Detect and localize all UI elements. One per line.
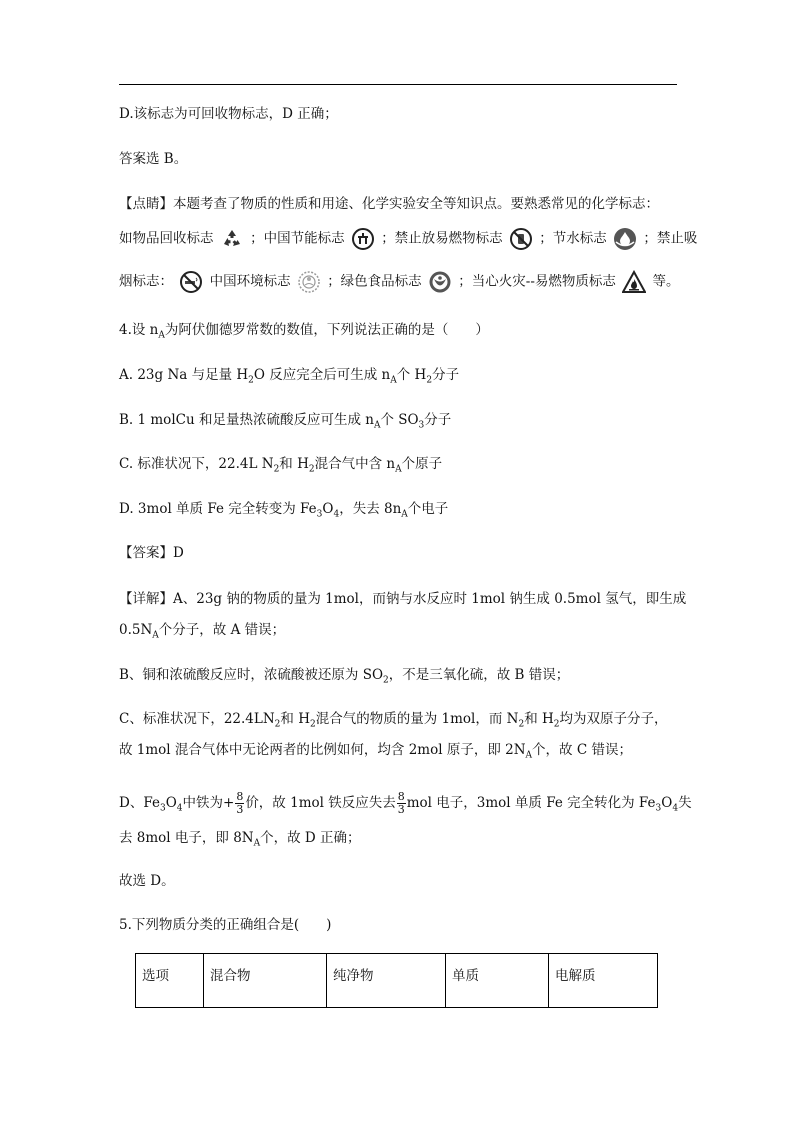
header-rule (119, 84, 677, 85)
water-saving-icon (613, 227, 637, 251)
q4-detail-d-line1: D、$Fe_3O_4$中铁为+ $\frac{8}{3}$ 价，故 1mol 铁反应失去 $\frac{8}{3}$ mol 电子，3mol 单质 Fe 完全转化为 $Fe_3O_4$失 (119, 790, 692, 816)
q4-detail-a-line1: 【详解】A、23g 钠的物质的量为 1mol，而钠与水反应时 1mol 钠生成 0.5mol 氢气，即生成 (119, 591, 687, 607)
tip-line-3: 烟标志： 中国环境标志 ；绿色食品标志 ；当心火灾--易燃物质标志 等。 (119, 270, 680, 294)
fraction-eight-thirds-2: $\frac{8}{3}$ (397, 790, 405, 816)
q4-option-a: A. 23g Na 与足量 $H_2O$ 反应完全后可生成 $n_A$个 $H_2$分子 (119, 367, 460, 386)
no-flammables-icon (509, 227, 533, 251)
answer-choice-b: 答案选 B。 (119, 151, 188, 167)
q4-detail-c-line1: C、标准状况下，$22.4LN_2$和 $H_2$混合气的物质的量为 1mol，而 $N_2$和 $H_2$均为双原子分子， (119, 711, 668, 730)
tip-line-2: 如物品回收标志 ；中国节能标志 ；禁止放易燃物标志 ；节水标志 ；禁止吸 (119, 227, 697, 251)
fire-hazard-icon (622, 270, 646, 294)
table-header-cell: 混合物 (204, 954, 327, 1008)
table-header-row (136, 954, 658, 1008)
recycle-icon (220, 227, 244, 251)
q4-detail-c-line2: 故 1mol 混合气体中无论两者的比例如何，均含 2mol 原子，即 $2N_A$个，故 C 错误； (119, 742, 632, 761)
environment-label-icon (297, 270, 321, 294)
classification-table (135, 953, 658, 1008)
fraction-eight-thirds: $\frac{8}{3}$ (236, 790, 244, 816)
tip-line-1: 【点睛】本题考查了物质的性质和用途、化学实验安全等知识点。要熟悉常见的化学标志： (119, 196, 659, 212)
question-4-stem: 4.设 $n_A$为阿伏伽德罗常数的数值，下列说法正确的是（ ） (119, 322, 489, 341)
no-smoking-icon (179, 270, 203, 294)
energy-saving-icon (351, 227, 375, 251)
q4-detail-b: B、铜和浓硫酸反应时，浓硫酸被还原为 $SO_2$，不是三氧化硫，故 B 错误； (119, 667, 570, 686)
q4-detail-d-line2: 去 8mol 电子，即 $8N_A$个，故 D 正确； (119, 830, 361, 849)
q4-option-c: C. 标准状况下，22.4L $N_2$和 $H_2$混合气中含 $n_A$个原子 (119, 456, 443, 475)
q4-option-b: B. 1 molCu 和足量热浓硫酸反应可生成 $n_A$个 $SO_3$分子 (119, 412, 452, 431)
q4-answer: 【答案】D (119, 545, 184, 561)
table-header-cell: 纯净物 (327, 954, 446, 1008)
green-food-icon (428, 270, 452, 294)
table-header-cell: 单质 (446, 954, 549, 1008)
question-5-stem: 5.下列物质分类的正确组合是( ) (119, 917, 332, 933)
q4-detail-a-line2: $0.5N_A$个分子，故 A 错误； (119, 622, 286, 641)
q4-option-d: D. 3mol 单质 Fe 完全转变为 $Fe_3O_4$，失去 $8n_A$个电子 (119, 501, 449, 520)
line-d-conclusion: D.该标志为可回收物标志，D 正确； (119, 106, 338, 122)
table-header-cell: 选项 (136, 954, 204, 1008)
table-header-cell: 电解质 (549, 954, 658, 1008)
q4-conclusion: 故选 D。 (119, 873, 175, 889)
